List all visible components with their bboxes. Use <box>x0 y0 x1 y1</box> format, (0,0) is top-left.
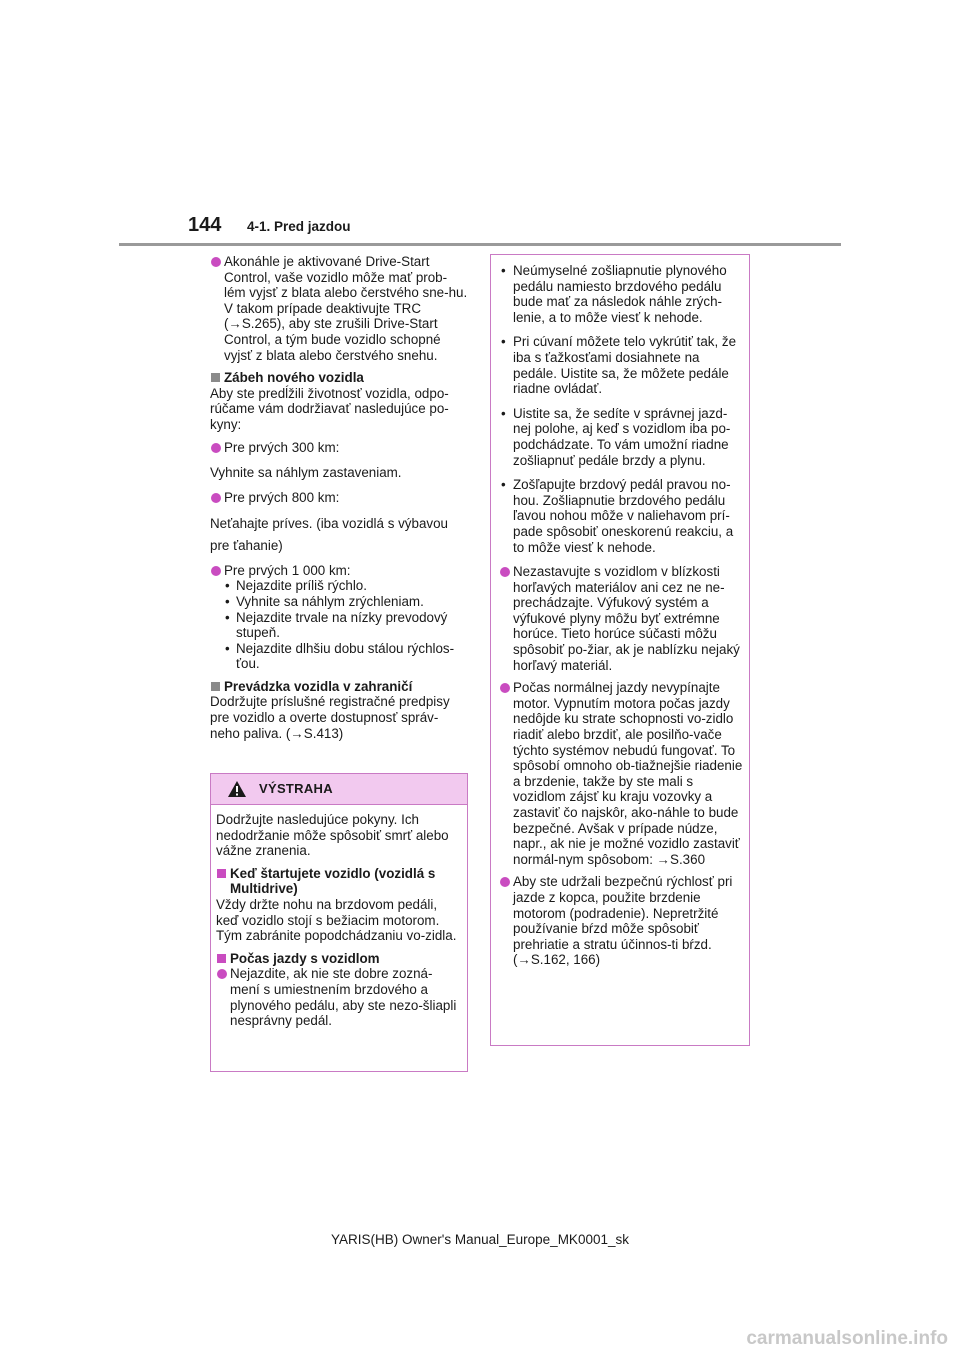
paragraph-break-in: Aby ste predĺžili životnosť vozidla, odpo-rúčame vám dodržiavať nasledujúce po-kyny: <box>210 385 449 432</box>
warning-triangle-icon <box>227 780 247 803</box>
heading-abroad <box>210 679 468 695</box>
bullet-text: Počas normálnej jazdy nevypínajte motor. Vypnutím motora počas jazdy nedôjde ku strate schopnosti vo-zidlo riadiť alebo brzdiť, ale posilňo-vače týchto systémov nebudú fungovať. To spôsobí omnoho ob-tiažnejšie riadenie a brzdenie, takže by ste mali s vozidlom zájsť ku kraju vozovky a zastaviť čo najskôr, ako-náhle to bude bezpečné. Avšak v prípade núdze, napr., ak nie je možné vozidlo zastaviť normál-nym spôsobom: →S.360 <box>513 680 743 867</box>
sub-item: • Nejazdite dlhšiu dobu stálou rýchlos-ťou. <box>225 640 455 672</box>
bullet-drive-start <box>210 254 468 363</box>
bullet-text: Nejazdite, ak nie ste dobre zozná-mení s umiestnením brzdového a plynového pedálu, aby ste nezo-šliapli nesprávny pedál. <box>230 966 457 1029</box>
paragraph-starting: Vždy držte nohu na brzdovom pedáli, keď vozidlo stojí s bežiacim motorom. Tým zabránite popodchádzaniu vo-zidla. <box>216 896 457 944</box>
bullet-pedals <box>216 966 462 1028</box>
warning-box <box>210 773 468 1072</box>
bullet-engine-off <box>499 680 743 867</box>
bullet-dot-icon <box>217 969 227 979</box>
heading-text: Zábeh nového vozidla <box>224 370 364 386</box>
warning-intro: Dodržujte nasledujúce pokyny. Ich nedodržanie môže spôsobiť smrť alebo vážne zranenia. <box>216 812 449 859</box>
warning-title: VÝSTRAHA <box>259 781 333 796</box>
paragraph-800km: Neťahajte príves. (iba vozidlá s výbavou pre ťahanie) <box>210 515 448 553</box>
bullet-dot-icon <box>211 443 221 453</box>
heading-text: Počas jazdy s vozidlom <box>230 950 380 966</box>
sub-item: • Neúmyselné zošliapnutie plynového pedálu namiesto brzdového pedálu bude mať za následok náhle zrých-lenie, a to môže viesť k nehode. <box>501 263 727 325</box>
square-marker-icon <box>211 682 220 691</box>
bullet-text: Pre prvých 300 km: <box>224 439 340 455</box>
paragraph-300km: Vyhnite sa náhlym zastaveniam. <box>210 465 402 481</box>
left-column <box>210 254 468 748</box>
bullet-text: Akonáhle je aktivované Drive-Start Control, vaše vozidlo môže mať prob-lém vyjsť z blata alebo čerstvého sne-hu. V takom prípade deaktivujte TRC (→S.265), aby ste zrušili Drive-Start Control, a tým bude vozidlo schopné vyjsť z blata alebo čerstvého snehu. <box>224 254 468 363</box>
page-number: 144 <box>188 214 222 236</box>
bullet-dot-icon <box>500 567 510 577</box>
sub-item: • Zošľapujte brzdový pedál pravou no-hou. Zošliapnutie brzdového pedálu ľavou nohou môže v naliehavom prí-pade spôsobiť oneskorenú reakciu, a to môže viesť k nehode. <box>501 477 734 555</box>
sub-item: • Pri cúvaní môžete telo vykrútiť tak, že iba s ťažkosťami dosiahnete na pedále. Uistite sa, že môžete pedále riadne ovládať. <box>501 334 737 397</box>
square-marker-icon <box>211 373 220 382</box>
section-title: 4-1. Pred jazdou <box>247 219 351 234</box>
sub-item: • Vyhnite sa náhlym zrýchleniam. <box>225 593 424 609</box>
bullet-flammable <box>499 564 743 673</box>
heading-text: Keď štartujete vozidlo (vozidlá s Multidrive) <box>230 865 436 897</box>
bullet-text: Aby ste udržali bezpečnú rýchlosť pri jazde z kopca, použite brzdenie motorom (podradenie). Nepretržité používanie bŕzd môže spôsobiť prehriatie a stratu účinnos-ti bŕzd. (→S.162, 166) <box>513 874 733 968</box>
sub-item: • Nejazdite trvale na nízky prevodový stupeň. <box>225 609 448 641</box>
square-marker-icon <box>217 954 226 963</box>
heading-driving <box>216 951 462 967</box>
bullet-dot-icon <box>211 257 221 267</box>
bullet-text: Pre prvých 1 000 km: <box>224 562 351 578</box>
warning-header <box>211 774 467 805</box>
square-marker-icon <box>217 869 226 878</box>
header-divider <box>119 243 841 246</box>
heading-starting <box>216 866 462 897</box>
bullet-dot-icon <box>211 566 221 576</box>
warning-body <box>211 805 467 1029</box>
bullet-800km <box>210 490 468 506</box>
heading-text: Prevádzka vozidla v zahraničí <box>224 678 413 694</box>
heading-break-in <box>210 370 468 386</box>
sub-item: • Nejazdite príliš rýchlo. <box>225 578 367 594</box>
bullet-dot-icon <box>211 493 221 503</box>
paragraph-abroad: Dodržujte príslušné registračné predpisy pre vozidlo a overte dostupnosť správ-neho paliva. (→S.413) <box>210 694 450 741</box>
bullet-downhill <box>499 874 743 968</box>
bullet-dot-icon <box>500 877 510 887</box>
bullet-dot-icon <box>500 683 510 693</box>
bullet-text: Nezastavujte s vozidlom v blízkosti horľavých materiálov ani cez ne ne-prechádzajte. Výfukový systém a výfukové plyny môžu byť extrémne horúce. Tieto horúce súčasti môžu spôsobiť po-žiar, ak je nablízku nejaký horľavý materiál. <box>513 564 740 673</box>
bullet-300km <box>210 440 468 456</box>
bullet-text: Pre prvých 800 km: <box>224 490 340 506</box>
bullet-1000km <box>210 563 468 672</box>
footer-manual-id: YARIS(HB) Owner's Manual_Europe_MK0001_sk <box>331 1232 629 1247</box>
sub-item: • Uistite sa, že sedíte v správnej jazd-nej polohe, aj keď s vozidlom iba po-podchádzate. To vám umožní riadne zošliapnuť pedále brzdy a plynu. <box>501 405 731 468</box>
warning-continuation-box <box>490 254 750 1046</box>
watermark: carmanualsonline.info <box>746 1328 948 1349</box>
